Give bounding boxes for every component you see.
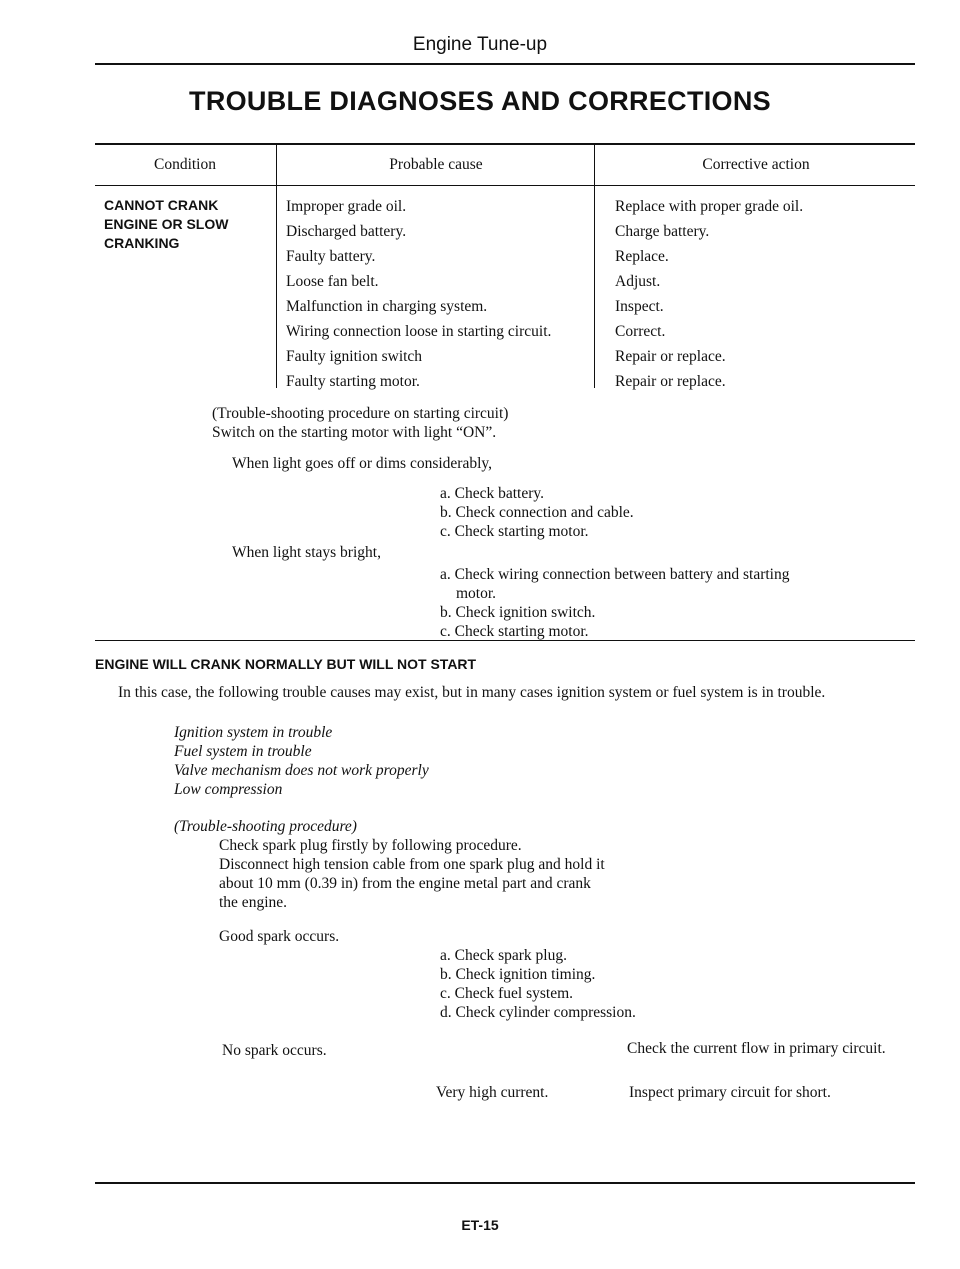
case2-steps [440, 565, 790, 641]
procedure-text [219, 836, 605, 912]
col-header-action: Corrective action [702, 156, 810, 173]
procedure-line: Check spark plug firstly by following procedure. [219, 837, 522, 854]
step-item: a. Check wiring connection between battery and starting [440, 566, 790, 583]
cause-item: Ignition system in trouble [174, 724, 333, 741]
procedure-title: (Trouble-shooting procedure) [174, 818, 357, 835]
condition-line: CRANKING [104, 235, 180, 251]
cause-list [286, 194, 551, 394]
section-header: Engine Tune-up [412, 34, 548, 55]
action-item: Correct. [615, 323, 666, 340]
cause-item: Low compression [174, 781, 283, 798]
condition-line: CANNOT CRANK [104, 197, 219, 213]
procedure-line: about 10 mm (0.39 in) from the engine metal part and crank [219, 875, 591, 892]
procedure-line: the engine. [219, 894, 288, 911]
starting-circuit-intro [212, 404, 508, 442]
action-list [615, 194, 803, 394]
case-light-bright: When light stays bright, [232, 544, 381, 561]
action-item: Replace with proper grade oil. [615, 198, 804, 215]
page-title: TROUBLE DIAGNOSES AND CORRECTIONS [189, 86, 771, 116]
case1-steps [440, 484, 634, 541]
step-item: b. Check ignition timing. [440, 966, 596, 983]
action-item: Charge battery. [615, 223, 710, 240]
footer-rule [95, 1182, 915, 1184]
high-current-action: Inspect primary circuit for short. [629, 1084, 831, 1101]
cause-item: Discharged battery. [286, 223, 407, 240]
no-start-intro: In this case, the following trouble causes may exist, but in many cases ignition system or fuel system is in trouble. [118, 684, 826, 701]
cause-item: Faulty ignition switch [286, 348, 423, 365]
action-item: Replace. [615, 248, 669, 265]
table-top-rule [95, 143, 915, 145]
step-item: motor. [456, 585, 497, 602]
table-header-rule [95, 185, 915, 186]
cause-item: Malfunction in charging system. [286, 298, 488, 315]
condition-cell [104, 196, 228, 253]
column-divider-2 [594, 144, 595, 388]
section-rule [95, 640, 915, 641]
no-spark-label: No spark occurs. [222, 1042, 327, 1059]
step-item: b. Check ignition switch. [440, 604, 596, 621]
no-spark-action: Check the current flow in primary circuit. [627, 1040, 886, 1057]
step-item: a. Check battery. [440, 485, 545, 502]
action-item: Repair or replace. [615, 348, 726, 365]
step-item: c. Check starting motor. [440, 623, 589, 640]
action-item: Repair or replace. [615, 373, 726, 390]
good-spark-label: Good spark occurs. [219, 928, 340, 945]
column-divider-1 [276, 144, 277, 388]
cause-item: Faulty starting motor. [286, 373, 420, 390]
procedure-line: Disconnect high tension cable from one spark plug and hold it [219, 856, 605, 873]
action-item: Inspect. [615, 298, 664, 315]
intro-line: (Trouble-shooting procedure on starting circuit) [212, 405, 509, 422]
step-item: b. Check connection and cable. [440, 504, 634, 521]
cause-item: Valve mechanism does not work properly [174, 762, 429, 779]
no-start-causes [174, 723, 429, 799]
cause-item: Wiring connection loose in starting circuit. [286, 323, 552, 340]
condition-line: ENGINE OR SLOW [104, 216, 229, 232]
cause-item: Faulty battery. [286, 248, 376, 265]
step-item: d. Check cylinder compression. [440, 1004, 636, 1021]
header-rule [95, 63, 915, 65]
step-item: c. Check starting motor. [440, 523, 589, 540]
col-header-cause: Probable cause [389, 156, 483, 173]
cause-item: Loose fan belt. [286, 273, 379, 290]
step-item: a. Check spark plug. [440, 947, 567, 964]
good-spark-steps [440, 946, 636, 1022]
action-item: Adjust. [615, 273, 661, 290]
col-header-condition: Condition [153, 156, 216, 173]
intro-line: Switch on the starting motor with light “ON”. [212, 424, 497, 441]
high-current-label: Very high current. [436, 1084, 549, 1101]
cause-item: Improper grade oil. [286, 198, 407, 215]
cause-item: Fuel system in trouble [174, 743, 312, 760]
page-number: ET-15 [461, 1217, 499, 1233]
step-item: c. Check fuel system. [440, 985, 574, 1002]
case-light-dims: When light goes off or dims considerably, [232, 455, 493, 472]
no-start-heading: ENGINE WILL CRANK NORMALLY BUT WILL NOT START [95, 656, 477, 672]
